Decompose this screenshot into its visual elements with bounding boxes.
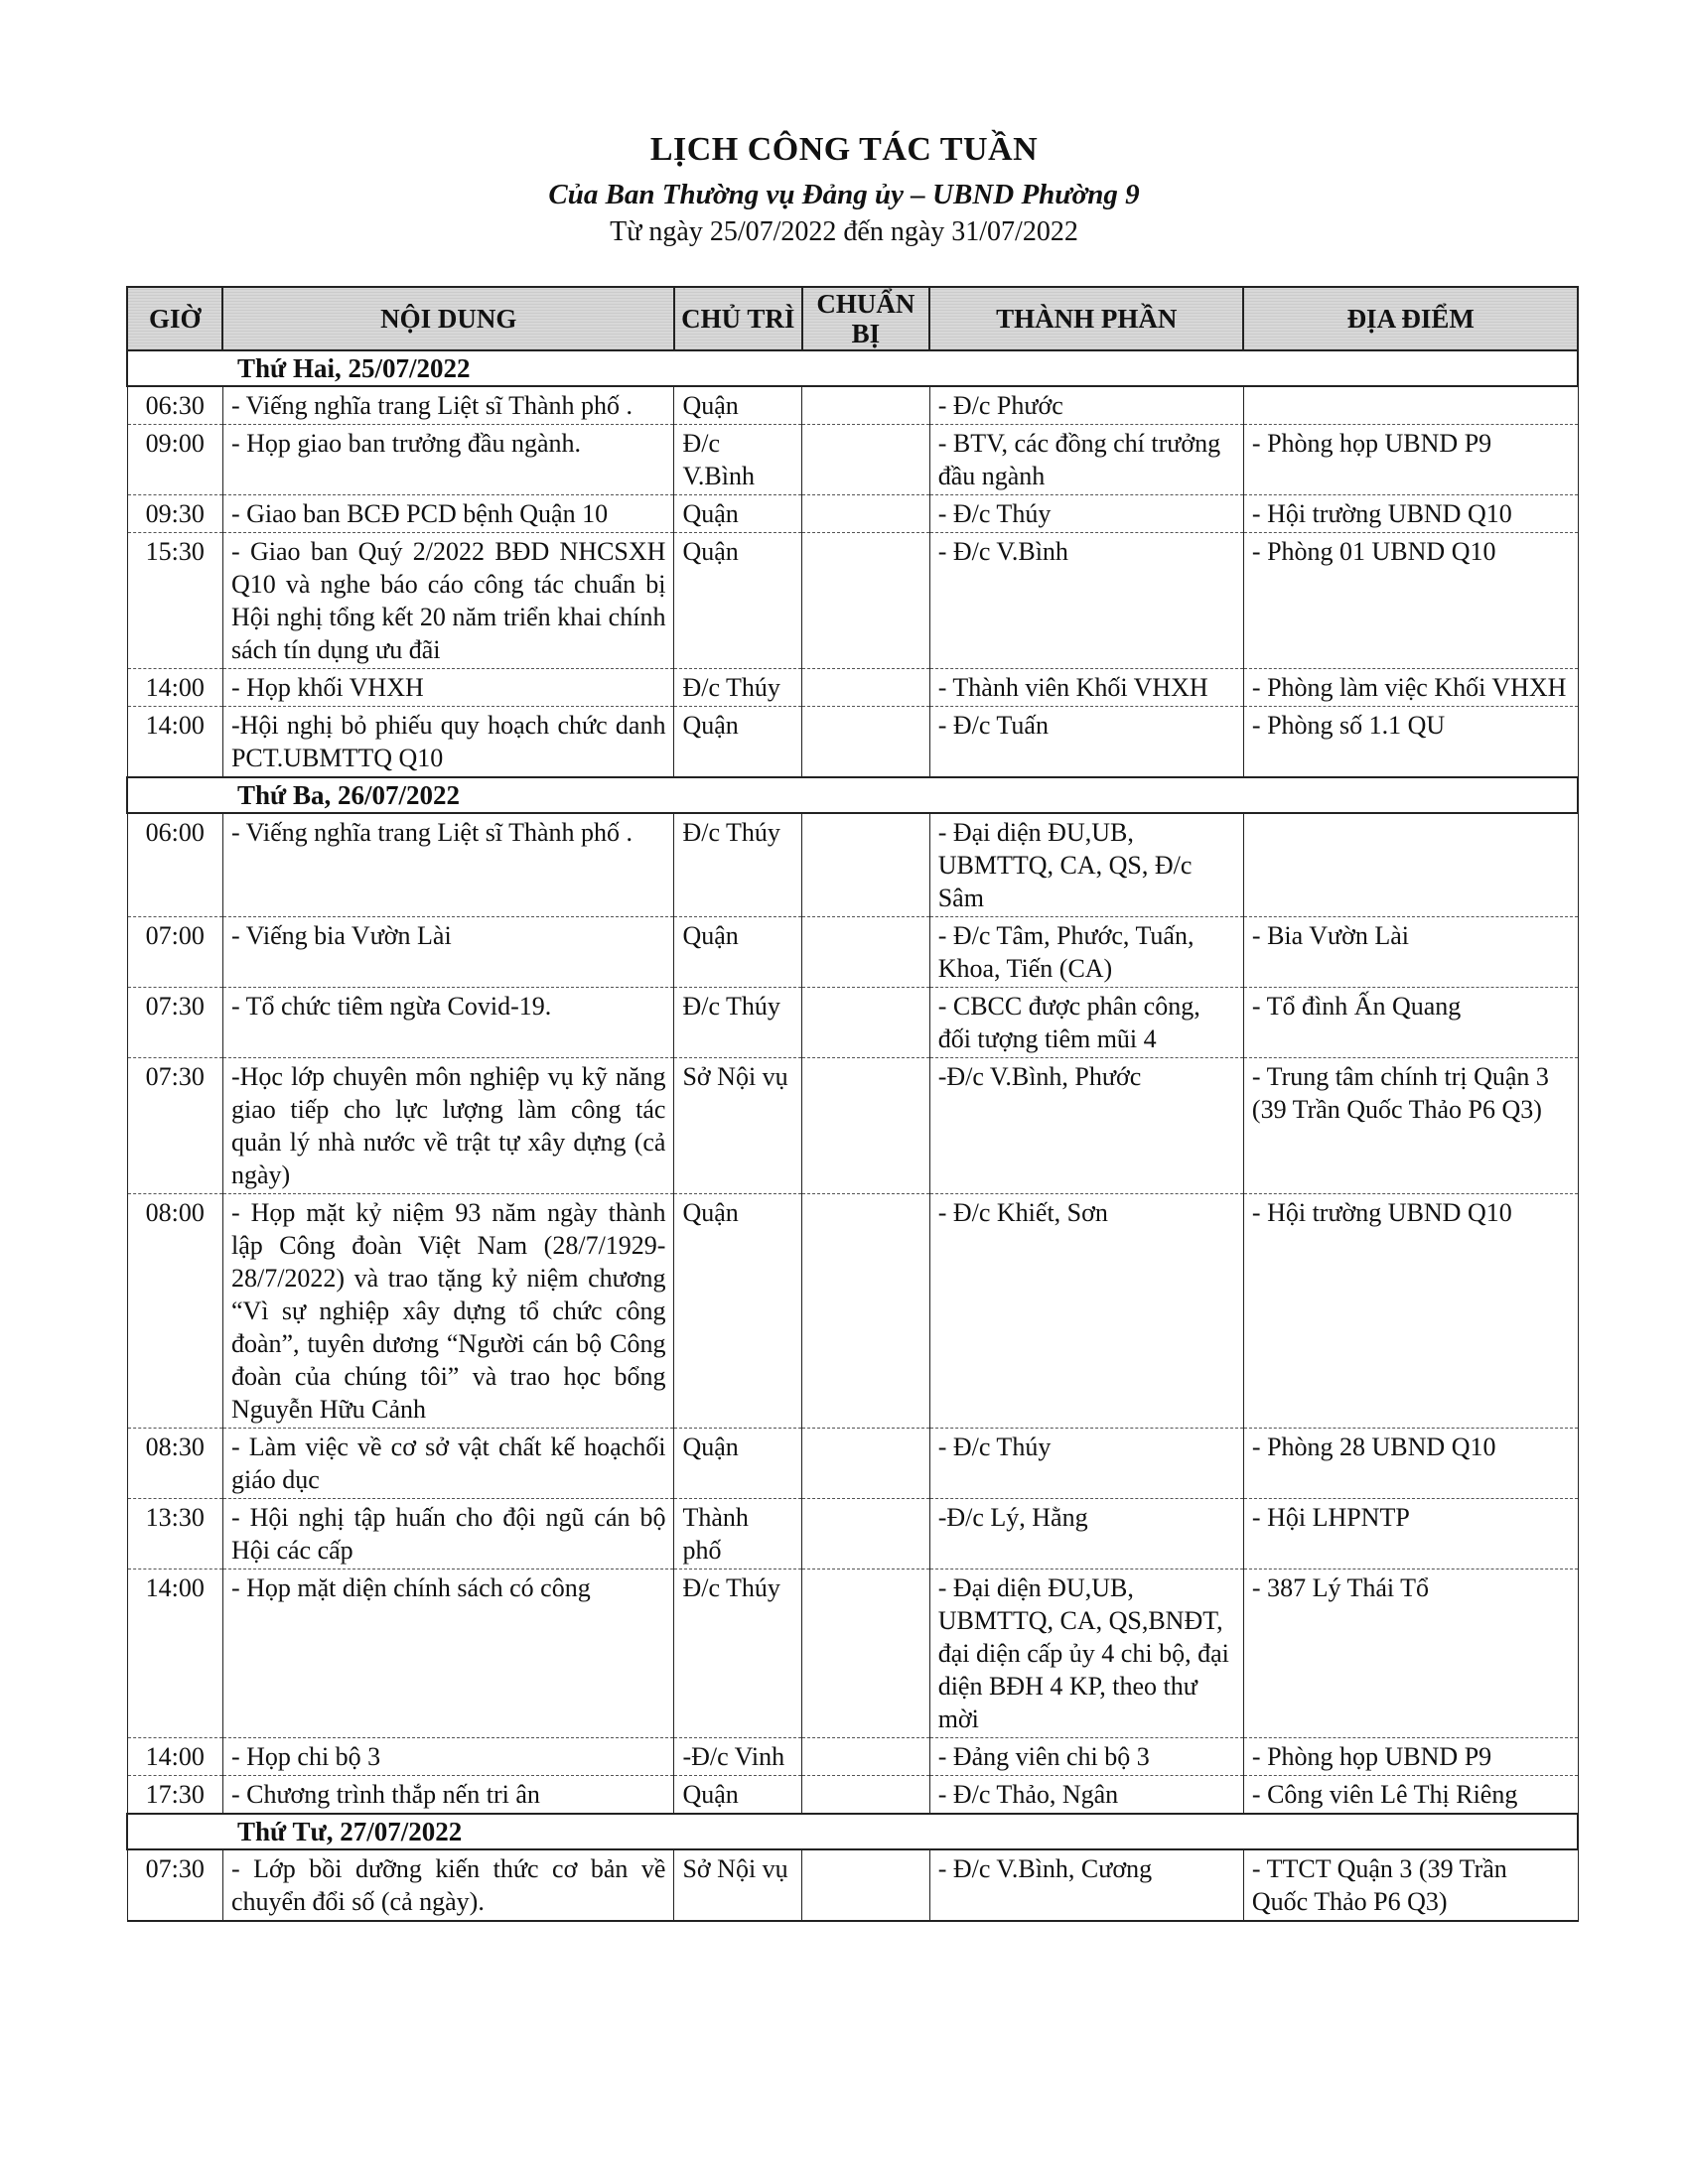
- cell-prepare: [802, 707, 930, 778]
- schedule-row: [127, 1058, 1578, 1194]
- cell-content: - Làm việc về cơ sở vật chất kế hoạchối giáo dục: [222, 1429, 673, 1499]
- cell-chair: Quận: [674, 1776, 802, 1815]
- cell-time: 14:00: [127, 1570, 222, 1738]
- schedule-row: [127, 425, 1578, 495]
- cell-chair: Thành phố: [674, 1499, 802, 1570]
- cell-location: - Hội trường UBND Q10: [1243, 495, 1578, 533]
- cell-prepare: [802, 425, 930, 495]
- cell-prepare: [802, 1849, 930, 1921]
- cell-chair: -Đ/c Vinh: [674, 1738, 802, 1776]
- cell-location: - TTCT Quận 3 (39 Trần Quốc Thảo P6 Q3): [1243, 1849, 1578, 1921]
- cell-time: 07:30: [127, 988, 222, 1058]
- cell-participants: - Đ/c Tâm, Phước, Tuấn, Khoa, Tiến (CA): [929, 917, 1243, 988]
- cell-chair: Quận: [674, 1194, 802, 1429]
- cell-location: - Phòng họp UBND P9: [1243, 425, 1578, 495]
- cell-location: - Công viên Lê Thị Riêng: [1243, 1776, 1578, 1815]
- column-header-location: ĐỊA ĐIỂM: [1243, 287, 1578, 350]
- cell-content: - Họp mặt kỷ niệm 93 năm ngày thành lập Công đoàn Việt Nam (28/7/1929-28/7/2022) và trao tặng kỷ niệm chương “Vì sự nghiệp xây dựng tổ chức công đoàn”, tuyên dương “Người cán bộ Công đoàn của chúng tôi” và trao học bổng Nguyễn Hữu Cảnh: [222, 1194, 673, 1429]
- cell-chair: Đ/c Thúy: [674, 988, 802, 1058]
- cell-chair: Đ/c Thúy: [674, 669, 802, 707]
- cell-participants: - Đại diện ĐU,UB, UBMTTQ, CA, QS, Đ/c Sâm: [929, 813, 1243, 917]
- cell-time: 08:00: [127, 1194, 222, 1429]
- cell-participants: - Thành viên Khối VHXH: [929, 669, 1243, 707]
- cell-location: - Hội LHPNTP: [1243, 1499, 1578, 1570]
- cell-time: 06:30: [127, 386, 222, 425]
- document-title: LỊCH CÔNG TÁC TUẦN: [649, 131, 1039, 168]
- cell-participants: - Đ/c V.Bình: [929, 533, 1243, 669]
- cell-participants: - Đ/c Phước: [929, 386, 1243, 425]
- cell-participants: - CBCC được phân công, đối tượng tiêm mũi 4: [929, 988, 1243, 1058]
- cell-prepare: [802, 988, 930, 1058]
- cell-location: - Phòng 01 UBND Q10: [1243, 533, 1578, 669]
- schedule-row: [127, 1429, 1578, 1499]
- schedule-row: [127, 813, 1578, 917]
- schedule-row: [127, 1570, 1578, 1738]
- cell-prepare: [802, 1194, 930, 1429]
- column-header-time: GIỜ: [127, 287, 222, 350]
- column-header-prepare: CHUẨN BỊ: [802, 287, 930, 350]
- cell-prepare: [802, 813, 930, 917]
- cell-prepare: [802, 669, 930, 707]
- cell-time: 13:30: [127, 1499, 222, 1570]
- column-header-participants: THÀNH PHẦN: [929, 287, 1243, 350]
- schedule-header: [127, 287, 1578, 350]
- cell-location: [1243, 386, 1578, 425]
- cell-prepare: [802, 1058, 930, 1194]
- cell-content: - Hội nghị tập huấn cho đội ngũ cán bộ Hội các cấp: [222, 1499, 673, 1570]
- cell-participants: - Đảng viên chi bộ 3: [929, 1738, 1243, 1776]
- cell-participants: - Đ/c Thúy: [929, 1429, 1243, 1499]
- day-header-row: [127, 777, 1578, 813]
- cell-prepare: [802, 533, 930, 669]
- cell-time: 14:00: [127, 707, 222, 778]
- cell-prepare: [802, 1429, 930, 1499]
- cell-location: - Bia Vườn Lài: [1243, 917, 1578, 988]
- schedule-row: [127, 386, 1578, 425]
- cell-location: [1243, 813, 1578, 917]
- cell-prepare: [802, 917, 930, 988]
- column-header-chair: CHỦ TRÌ: [674, 287, 802, 350]
- cell-location: - Hội trường UBND Q10: [1243, 1194, 1578, 1429]
- cell-prepare: [802, 1738, 930, 1776]
- column-header-content: NỘI DUNG: [222, 287, 673, 350]
- cell-chair: Đ/c Thúy: [674, 1570, 802, 1738]
- schedule-row: [127, 1776, 1578, 1815]
- cell-chair: Quận: [674, 533, 802, 669]
- cell-content: - Họp mặt diện chính sách có công: [222, 1570, 673, 1738]
- schedule-row: [127, 533, 1578, 669]
- schedule-row: [127, 1499, 1578, 1570]
- cell-prepare: [802, 1499, 930, 1570]
- cell-participants: - Đ/c Thảo, Ngân: [929, 1776, 1243, 1815]
- cell-location: - Tổ đình Ấn Quang: [1243, 988, 1578, 1058]
- cell-chair: Quận: [674, 495, 802, 533]
- cell-time: 14:00: [127, 669, 222, 707]
- cell-chair: Đ/c Thúy: [674, 813, 802, 917]
- cell-participants: - Đ/c Tuấn: [929, 707, 1243, 778]
- schedule-row: [127, 1738, 1578, 1776]
- cell-time: 09:00: [127, 425, 222, 495]
- cell-time: 07:30: [127, 1849, 222, 1921]
- cell-prepare: [802, 1570, 930, 1738]
- cell-chair: Quận: [674, 386, 802, 425]
- cell-content: - Viếng nghĩa trang Liệt sĩ Thành phố .: [222, 813, 673, 917]
- cell-location: - Trung tâm chính trị Quận 3 (39 Trần Quốc Thảo P6 Q3): [1243, 1058, 1578, 1194]
- cell-chair: Quận: [674, 1429, 802, 1499]
- cell-location: - Phòng họp UBND P9: [1243, 1738, 1578, 1776]
- cell-chair: Sở Nội vụ: [674, 1849, 802, 1921]
- day-label: Thứ Ba, 26/07/2022: [127, 777, 1578, 813]
- cell-content: - Họp giao ban trưởng đầu ngành.: [222, 425, 673, 495]
- cell-time: 09:30: [127, 495, 222, 533]
- cell-content: - Viếng nghĩa trang Liệt sĩ Thành phố .: [222, 386, 673, 425]
- day-header-row: [127, 1814, 1578, 1849]
- cell-content: - Viếng bia Vườn Lài: [222, 917, 673, 988]
- schedule-row: [127, 495, 1578, 533]
- cell-time: 17:30: [127, 1776, 222, 1815]
- cell-content: -Hội nghị bỏ phiếu quy hoạch chức danh PCT.UBMTTQ Q10: [222, 707, 673, 778]
- cell-location: - Phòng làm việc Khối VHXH: [1243, 669, 1578, 707]
- schedule-row: [127, 988, 1578, 1058]
- cell-participants: -Đ/c V.Bình, Phước: [929, 1058, 1243, 1194]
- document-subtitle: Của Ban Thường vụ Đảng ủy – UBND Phường 9: [548, 179, 1140, 210]
- schedule-row: [127, 1194, 1578, 1429]
- schedule-row: [127, 917, 1578, 988]
- cell-participants: - Đ/c Thúy: [929, 495, 1243, 533]
- day-label: Thứ Tư, 27/07/2022: [127, 1814, 1578, 1849]
- cell-prepare: [802, 1776, 930, 1815]
- schedule-body: [127, 350, 1578, 1921]
- day-label: Thứ Hai, 25/07/2022: [127, 350, 1578, 386]
- cell-participants: - Đ/c V.Bình, Cương: [929, 1849, 1243, 1921]
- cell-chair: Đ/c V.Bình: [674, 425, 802, 495]
- schedule-table: [126, 286, 1579, 1922]
- cell-participants: -Đ/c Lý, Hằng: [929, 1499, 1243, 1570]
- cell-content: - Giao ban Quý 2/2022 BĐD NHCSXH Q10 và nghe báo cáo công tác chuẩn bị Hội nghị tổng kết 20 năm triển khai chính sách tín dụng ưu đãi: [222, 533, 673, 669]
- cell-chair: Quận: [674, 917, 802, 988]
- day-header-row: [127, 350, 1578, 386]
- cell-time: 08:30: [127, 1429, 222, 1499]
- cell-content: - Họp chi bộ 3: [222, 1738, 673, 1776]
- cell-participants: - Đại diện ĐU,UB, UBMTTQ, CA, QS,BNĐT, đại diện cấp ủy 4 chi bộ, đại diện BĐH 4 KP, theo thư mời: [929, 1570, 1243, 1738]
- cell-location: - Phòng số 1.1 QU: [1243, 707, 1578, 778]
- cell-time: 06:00: [127, 813, 222, 917]
- document-date-range: Từ ngày 25/07/2022 đến ngày 31/07/2022: [610, 216, 1078, 247]
- schedule-row: [127, 669, 1578, 707]
- cell-chair: Quận: [674, 707, 802, 778]
- schedule-row: [127, 707, 1578, 778]
- cell-content: - Tổ chức tiêm ngừa Covid-19.: [222, 988, 673, 1058]
- cell-participants: - BTV, các đồng chí trưởng đầu ngành: [929, 425, 1243, 495]
- cell-location: - Phòng 28 UBND Q10: [1243, 1429, 1578, 1499]
- schedule-row: [127, 1849, 1578, 1921]
- cell-time: 07:30: [127, 1058, 222, 1194]
- cell-content: - Lớp bồi dưỡng kiến thức cơ bản về chuyển đổi số (cả ngày).: [222, 1849, 673, 1921]
- cell-content: - Họp khối VHXH: [222, 669, 673, 707]
- cell-time: 07:00: [127, 917, 222, 988]
- cell-chair: Sở Nội vụ: [674, 1058, 802, 1194]
- cell-time: 14:00: [127, 1738, 222, 1776]
- cell-prepare: [802, 386, 930, 425]
- cell-content: - Chương trình thắp nến tri ân: [222, 1776, 673, 1815]
- cell-participants: - Đ/c Khiết, Sơn: [929, 1194, 1243, 1429]
- cell-content: - Giao ban BCĐ PCD bệnh Quận 10: [222, 495, 673, 533]
- cell-time: 15:30: [127, 533, 222, 669]
- cell-content: -Học lớp chuyên môn nghiệp vụ kỹ năng giao tiếp cho lực lượng làm công tác quản lý nhà nước về trật tự xây dựng (cả ngày): [222, 1058, 673, 1194]
- cell-prepare: [802, 495, 930, 533]
- cell-location: - 387 Lý Thái Tổ: [1243, 1570, 1578, 1738]
